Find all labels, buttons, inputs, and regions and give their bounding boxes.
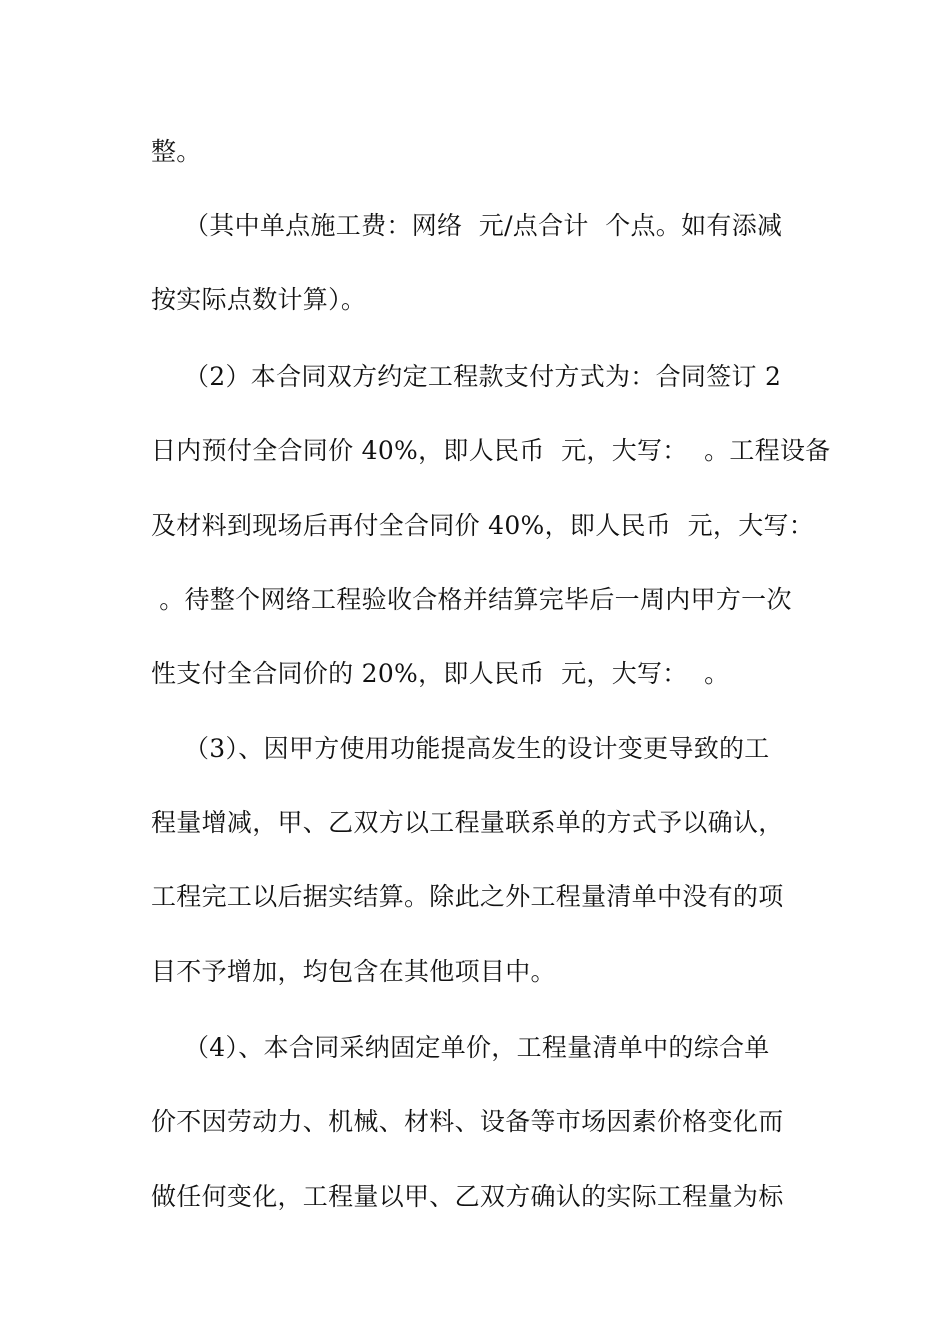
text-line-14: 价不因劳动力、机械、材料、设备等市场因素价格变化而 xyxy=(151,1107,784,1136)
text-line-2: （其中单点施工费：网络 元/点合计 个点。如有添减 xyxy=(151,211,783,240)
text-line-13: （4）、本合同采纳固定单价，工程量清单中的综合单 xyxy=(151,1033,770,1062)
text-line-11: 工程完工以后据实结算。除此之外工程量清单中没有的项 xyxy=(151,882,784,911)
text-line-7: 。待整个网络工程验收合格并结算完毕后一周内甲方一次 xyxy=(151,585,792,614)
text-line-4: （2）本合同双方约定工程款支付方式为：合同签订 2 xyxy=(151,362,782,391)
text-line-10: 程量增减，甲、乙双方以工程量联系单的方式予以确认， xyxy=(151,808,784,837)
text-line-15: 做任何变化，工程量以甲、乙双方确认的实际工程量为标 xyxy=(151,1182,784,1211)
text-line-6: 及材料到现场后再付全合同价 40%，即人民币 元，大写： xyxy=(151,511,815,540)
text-line-12: 目不予增加，均包含在其他项目中。 xyxy=(151,957,556,986)
text-line-1: 整。 xyxy=(151,137,202,166)
text-line-8: 性支付全合同价的 20%，即人民币 元，大写： 。 xyxy=(151,659,730,688)
text-line-9: （3）、因甲方使用功能提高发生的设计变更导致的工 xyxy=(151,734,770,763)
text-line-3: 按实际点数计算）。 xyxy=(151,285,367,314)
text-line-5: 日内预付全合同价 40%，即人民币 元，大写： 。工程设备 xyxy=(151,436,831,465)
